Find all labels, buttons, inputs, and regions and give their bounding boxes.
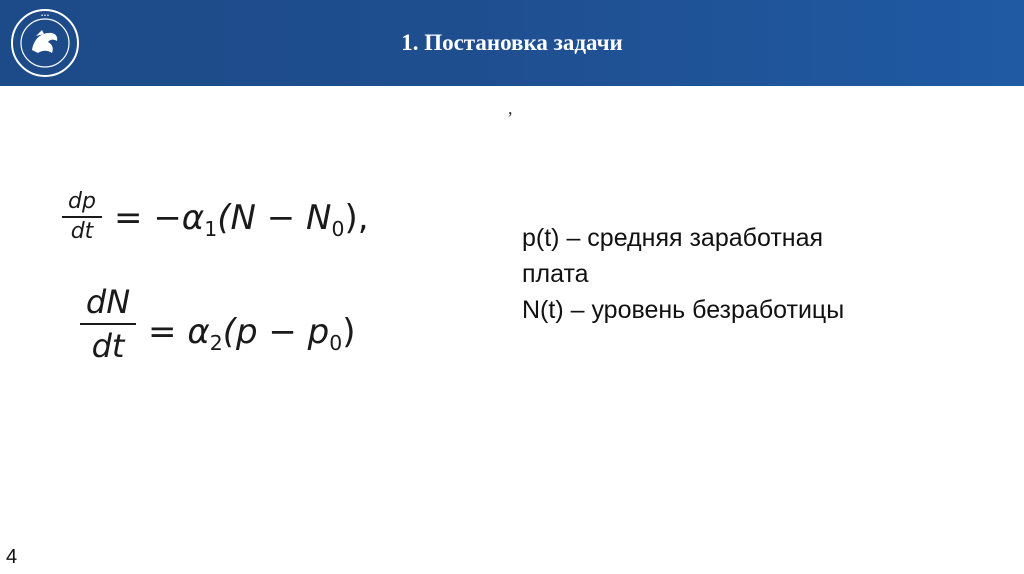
fraction-numerator: dN [85, 283, 131, 321]
n-subscript: 0 [331, 217, 345, 242]
description-line-3: N(t) – уровень безработицы [522, 296, 845, 324]
alpha-term: α [187, 312, 210, 352]
fraction-denominator: dt [70, 219, 94, 244]
description-line-1: p(t) – средняя заработная [522, 224, 824, 252]
fraction-numerator: dp [68, 189, 96, 214]
paren-term: (N − N [217, 198, 332, 238]
p-subscript: 0 [329, 331, 343, 356]
paren-term: (p − p [222, 312, 330, 352]
slide-header [0, 0, 1024, 86]
equation-2-rhs [148, 312, 356, 355]
closing-paren: ) [342, 312, 356, 352]
equals-sign: = [148, 312, 177, 352]
alpha-subscript: 1 [204, 217, 218, 242]
alpha-term: −α [153, 198, 205, 238]
closing-paren: ), [344, 198, 369, 238]
stray-comma: , [508, 98, 513, 118]
description-line-2: плата [522, 260, 589, 288]
fraction-bar [62, 216, 102, 218]
page-number: 4 [6, 546, 18, 568]
fraction-dN-dt [80, 284, 136, 364]
fraction-denominator: dt [91, 327, 125, 365]
equation-1-rhs [114, 198, 369, 241]
variable-descriptions [522, 220, 942, 328]
equals-sign: = [114, 198, 143, 238]
fraction-dp-dt [62, 190, 102, 244]
fraction-bar [80, 323, 136, 325]
alpha-subscript: 2 [209, 331, 223, 356]
page-title: 1. Постановка задачи [401, 30, 623, 55]
svg-text:•••: ••• [40, 13, 50, 19]
